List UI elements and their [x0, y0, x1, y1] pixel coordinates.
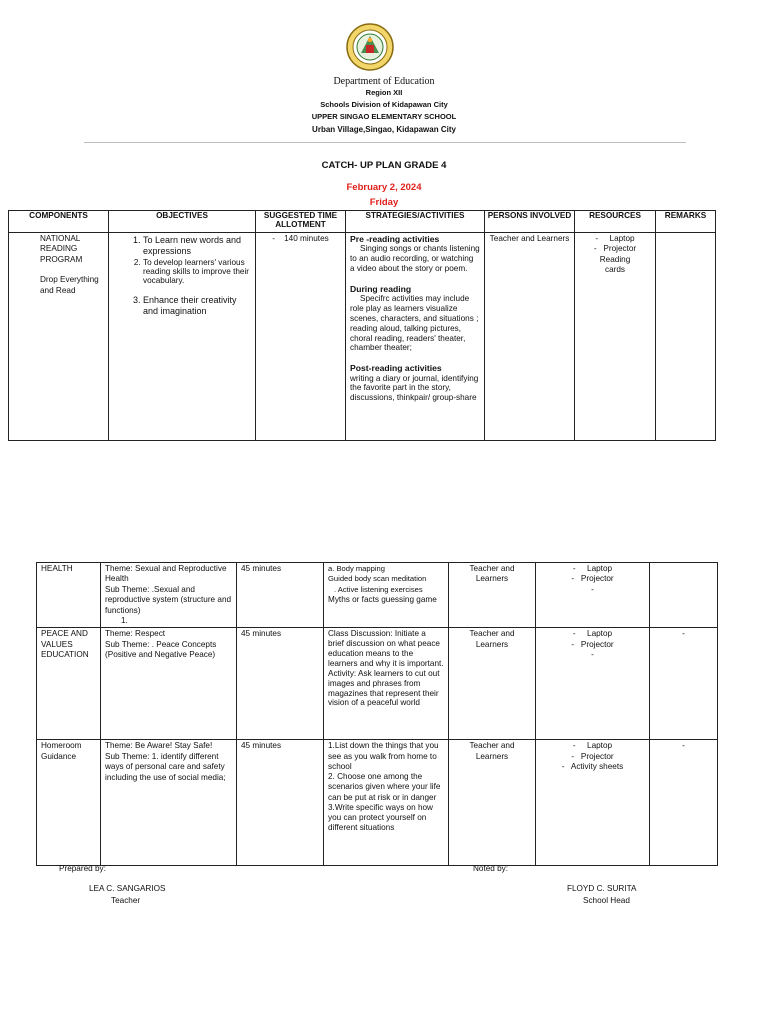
objective-theme: Theme: Respect [105, 629, 166, 639]
plan-day: Friday [369, 197, 399, 208]
activity-line: Class Discussion: Initiate a brief discussion on what peace education means to the learners and why it is important. [328, 629, 444, 668]
activity-line: Activity: Ask learners to cut out images and phrases from magazines that represent their vision of a peaceful world [328, 668, 440, 708]
division-name: Schools Division of Kidapawan City [320, 100, 448, 109]
resource-item: - Activity sheets [561, 762, 624, 772]
time-cell: - 140 minutes [256, 233, 346, 441]
resources-cell [536, 628, 650, 740]
during-reading-title: During reading [350, 283, 412, 294]
objective-subtheme: Sub Theme: 1. identify different ways of personal care and safety including the use of social media; [105, 751, 226, 782]
table-row [37, 628, 718, 740]
component-cell: HEALTH [37, 563, 101, 628]
activity-line: 2. Choose one among the scenarios given where your life can be put at risk or in danger [328, 772, 441, 802]
col-header-components: COMPONENTS [9, 211, 109, 233]
resources-cell [536, 740, 650, 866]
reading-program-table [8, 210, 716, 441]
resources-cell [575, 233, 656, 441]
department-name: Department of Education [333, 76, 435, 87]
prepared-by-name: LEA C. SANGARIOS [89, 884, 166, 893]
resources-cell [536, 563, 650, 628]
pre-reading-title: Pre -reading activities [350, 234, 440, 244]
resource-item: Reading cards [599, 254, 631, 275]
objective-theme: Theme: Sexual and Reproductive Health [105, 564, 227, 584]
prepared-by-label: Prepared by: [59, 864, 106, 873]
activity-line: Myths or facts guessing game [328, 594, 437, 604]
persons-cell: Teacher and Learners [485, 233, 575, 441]
remarks-cell: - [650, 740, 718, 866]
table-header-row [9, 211, 716, 233]
col-header-objectives: OBJECTIVES [109, 211, 256, 233]
col-header-persons: PERSONS INVOLVED [485, 211, 575, 233]
remarks-cell: - [650, 628, 718, 740]
objective-number: 1. [121, 616, 128, 626]
objective-item: 1. To Learn new words and expressions [143, 235, 251, 258]
component-cell: Homeroom Guidance [37, 740, 101, 866]
resource-item: - [591, 584, 594, 594]
resource-item: - Laptop [595, 234, 635, 243]
table-row [9, 233, 716, 441]
remarks-cell [650, 563, 718, 628]
post-reading-text: writing a diary or journal, identifying the favorite part in the story, discussions, thinkpair/ group-share [350, 373, 479, 403]
remarks-cell [656, 233, 716, 441]
plan-date: February 2, 2024 [346, 182, 422, 193]
col-header-strategies: STRATEGIES/ACTIVITIES [346, 211, 485, 233]
resource-item: - Projector [571, 751, 614, 761]
during-reading-text: Specifrc activities may include role play as learners visualize scenes, characters, and situations ; [350, 294, 479, 323]
resource-item: - Projector [593, 244, 637, 254]
table-row [37, 563, 718, 628]
time-cell: 45 minutes [237, 563, 324, 628]
subjects-table [36, 562, 718, 866]
time-cell: 45 minutes [237, 628, 324, 740]
activity-line: Guided body scan meditation [328, 574, 427, 584]
resource-item: - Laptop [572, 741, 613, 751]
school-address: Urban Village,Singao, Kidapawan City [312, 125, 456, 134]
activity-line: . Active listening exercises [334, 584, 423, 594]
plan-title: CATCH- UP PLAN GRADE 4 [321, 160, 447, 171]
component-cell: PEACE AND VALUES EDUCATION [37, 628, 101, 740]
activity-line: a. Body mapping [328, 564, 385, 573]
activities-cell [324, 740, 449, 866]
noted-by-label: Noted by: [473, 864, 509, 873]
strategies-cell [346, 233, 485, 441]
resource-item: - Projector [571, 639, 614, 649]
component-title: NATIONAL READING PROGRAM [40, 234, 83, 264]
objective-subtheme: Sub Theme: .Sexual and reproductive system (structure and functions) [105, 584, 232, 615]
objectives-cell [101, 740, 237, 866]
header-divider [84, 142, 686, 143]
objectives-cell [101, 628, 237, 740]
resource-item: - Laptop [572, 629, 613, 639]
during-reading-text-2: reading aloud, talking pictures, choral reading, readers' theater, chamber theater; [350, 323, 466, 353]
resource-item: - Projector [571, 574, 614, 584]
prepared-by-role: Teacher [111, 896, 141, 905]
col-header-resources: RESOURCES [575, 211, 656, 233]
activity-line: 3.Write specific ways on how you can protect yourself on different situations [328, 802, 433, 833]
resource-item: - [591, 650, 594, 660]
noted-by-name: FLOYD C. SURITA [567, 884, 637, 893]
table-row [37, 740, 718, 866]
objective-item: 3. Enhance their creativity and imagination [143, 295, 251, 318]
objective-item: 2. To develop learners' various reading skills to improve their vocabulary. [143, 258, 251, 285]
objective-subtheme: Sub Theme: . Peace Concepts (Positive and Negative Peace) [105, 639, 217, 660]
noted-by-role: School Head [583, 896, 630, 905]
objectives-cell [101, 563, 237, 628]
post-reading-title: Post-reading activities [350, 363, 442, 374]
activities-cell [324, 628, 449, 740]
persons-cell: Teacher and Learners [449, 740, 536, 866]
pre-reading-text: Singing songs or chants listening to an audio recording, or watching a video about the story or poem. [350, 244, 480, 273]
resource-item: - Laptop [572, 564, 613, 573]
deped-seal-icon [346, 23, 394, 71]
region-name: Region XII [365, 88, 403, 97]
activities-cell [324, 563, 449, 628]
persons-cell: Teacher and Learners [449, 563, 536, 628]
school-name: UPPER SINGAO ELEMENTARY SCHOOL [311, 112, 457, 121]
col-header-remarks: REMARKS [656, 211, 716, 233]
time-cell: 45 minutes [237, 740, 324, 866]
activity-line: 1.List down the things that you see as you walk from home to school [328, 741, 439, 771]
objective-theme: Theme: Be Aware! Stay Safe! [105, 741, 213, 751]
objectives-cell [109, 233, 256, 441]
component-subtitle: Drop Everything and Read [40, 275, 99, 295]
component-cell [9, 233, 109, 441]
col-header-time: SUGGESTED TIME ALLOTMENT [256, 211, 346, 233]
persons-cell: Teacher and Learners [449, 628, 536, 740]
